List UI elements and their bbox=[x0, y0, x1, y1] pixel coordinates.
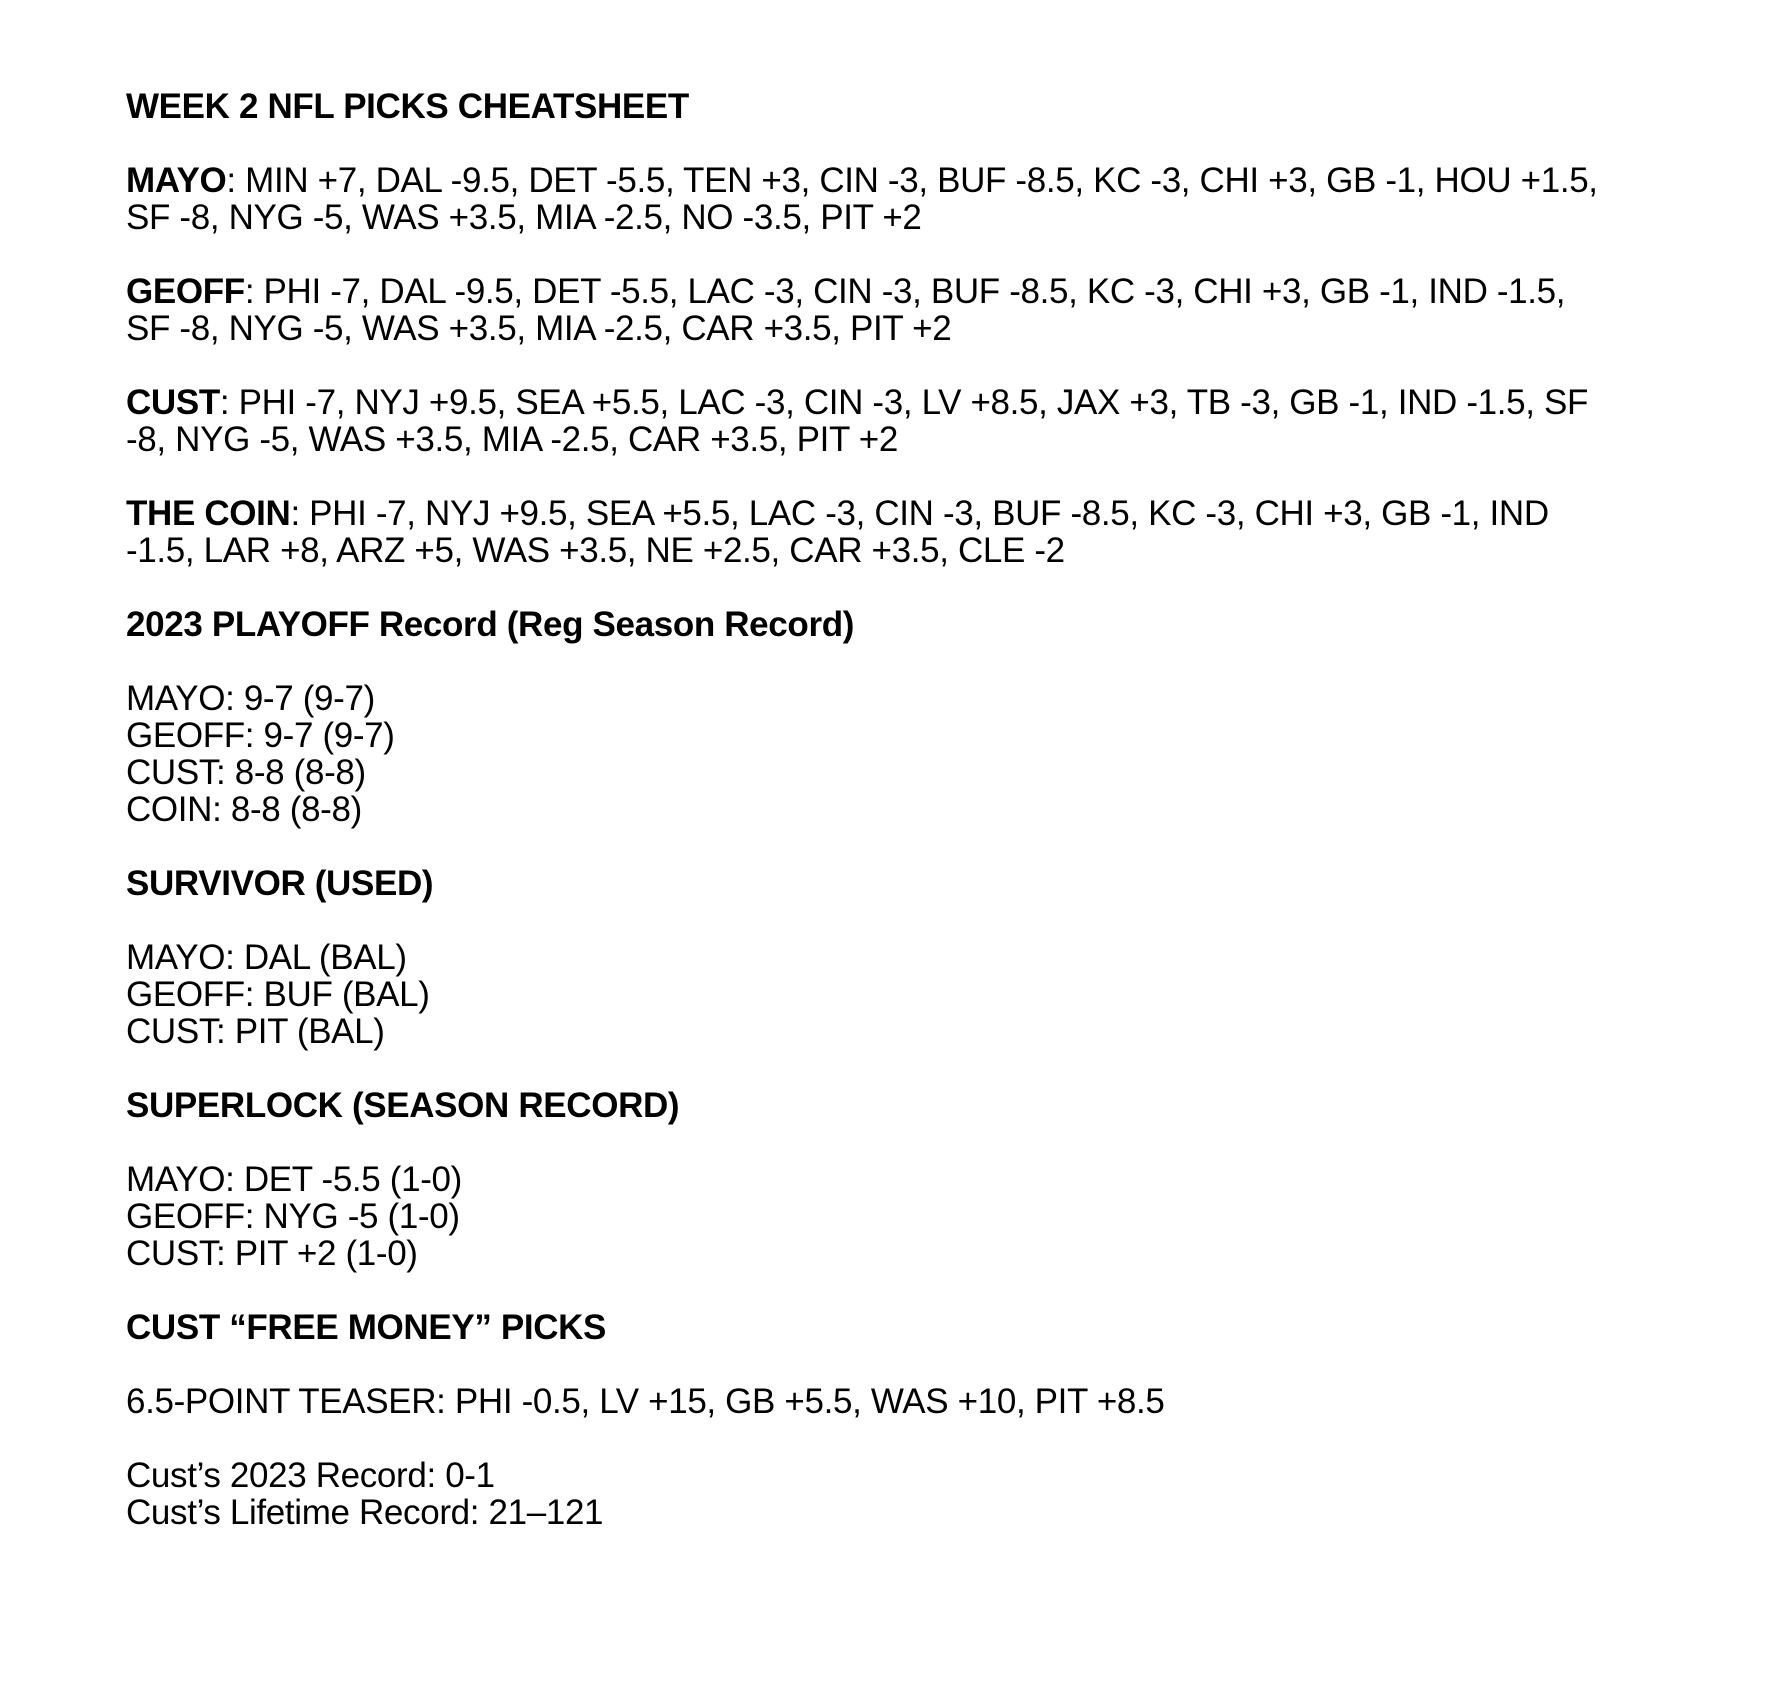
list-item: CUST: PIT (BAL) bbox=[126, 1012, 385, 1051]
playoff-record-heading: 2023 PLAYOFF Record (Reg Season Record) bbox=[126, 605, 855, 644]
picks-the-coin bbox=[126, 495, 1606, 569]
picks-geoff bbox=[126, 273, 1606, 347]
list-item: MAYO: DAL (BAL) bbox=[126, 938, 407, 977]
picker-name: THE COIN bbox=[126, 494, 291, 533]
superlock-list bbox=[126, 1161, 1606, 1272]
picks-text: : PHI -7, NYJ +9.5, SEA +5.5, LAC -3, CIN -3, LV +8.5, JAX +3, TB -3, GB -1, IND -1.5, SF -8, NYG -5, WAS +3.5, MIA -2.5, CAR +3.5, PIT +2 bbox=[126, 383, 1589, 459]
list-item: GEOFF: 9-7 (9-7) bbox=[126, 716, 395, 755]
document-page bbox=[126, 88, 1606, 1531]
cust-records bbox=[126, 1457, 1606, 1531]
list-item: GEOFF: BUF (BAL) bbox=[126, 975, 430, 1014]
record-lifetime: Cust’s Lifetime Record: 21–121 bbox=[126, 1493, 604, 1532]
list-item: MAYO: DET -5.5 (1-0) bbox=[126, 1160, 462, 1199]
teaser-picks: 6.5-POINT TEASER: PHI -0.5, LV +15, GB +5.5, WAS +10, PIT +8.5 bbox=[126, 1382, 1165, 1421]
picks-cust bbox=[126, 384, 1606, 458]
list-item: MAYO: 9-7 (9-7) bbox=[126, 679, 375, 718]
picks-text: : PHI -7, NYJ +9.5, SEA +5.5, LAC -3, CIN -3, BUF -8.5, KC -3, CHI +3, GB -1, IND -1.5, LAR +8, ARZ +5, WAS +3.5, NE +2.5, CAR +3.5, CLE -2 bbox=[126, 494, 1549, 570]
free-money-heading: CUST “FREE MONEY” PICKS bbox=[126, 1308, 607, 1347]
document-title: WEEK 2 NFL PICKS CHEATSHEET bbox=[126, 87, 689, 126]
picker-name: MAYO bbox=[126, 161, 227, 200]
list-item: GEOFF: NYG -5 (1-0) bbox=[126, 1197, 460, 1236]
list-item: CUST: 8-8 (8-8) bbox=[126, 753, 366, 792]
survivor-heading: SURVIVOR (USED) bbox=[126, 864, 434, 903]
survivor-list bbox=[126, 939, 1606, 1050]
list-item: COIN: 8-8 (8-8) bbox=[126, 790, 362, 829]
list-item: CUST: PIT +2 (1-0) bbox=[126, 1234, 418, 1273]
superlock-heading: SUPERLOCK (SEASON RECORD) bbox=[126, 1086, 680, 1125]
picker-name: GEOFF bbox=[126, 272, 245, 311]
picker-name: CUST bbox=[126, 383, 220, 422]
picks-text: : MIN +7, DAL -9.5, DET -5.5, TEN +3, CIN -3, BUF -8.5, KC -3, CHI +3, GB -1, HOU +1.5, SF -8, NYG -5, WAS +3.5, MIA -2.5, NO -3.5, PIT +2 bbox=[126, 161, 1598, 237]
picks-mayo bbox=[126, 162, 1606, 236]
record-2023: Cust’s 2023 Record: 0-1 bbox=[126, 1456, 495, 1495]
playoff-record-list bbox=[126, 680, 1606, 828]
picks-text: : PHI -7, DAL -9.5, DET -5.5, LAC -3, CIN -3, BUF -8.5, KC -3, CHI +3, GB -1, IND -1.5, SF -8, NYG -5, WAS +3.5, MIA -2.5, CAR +3.5, PIT +2 bbox=[126, 272, 1566, 348]
